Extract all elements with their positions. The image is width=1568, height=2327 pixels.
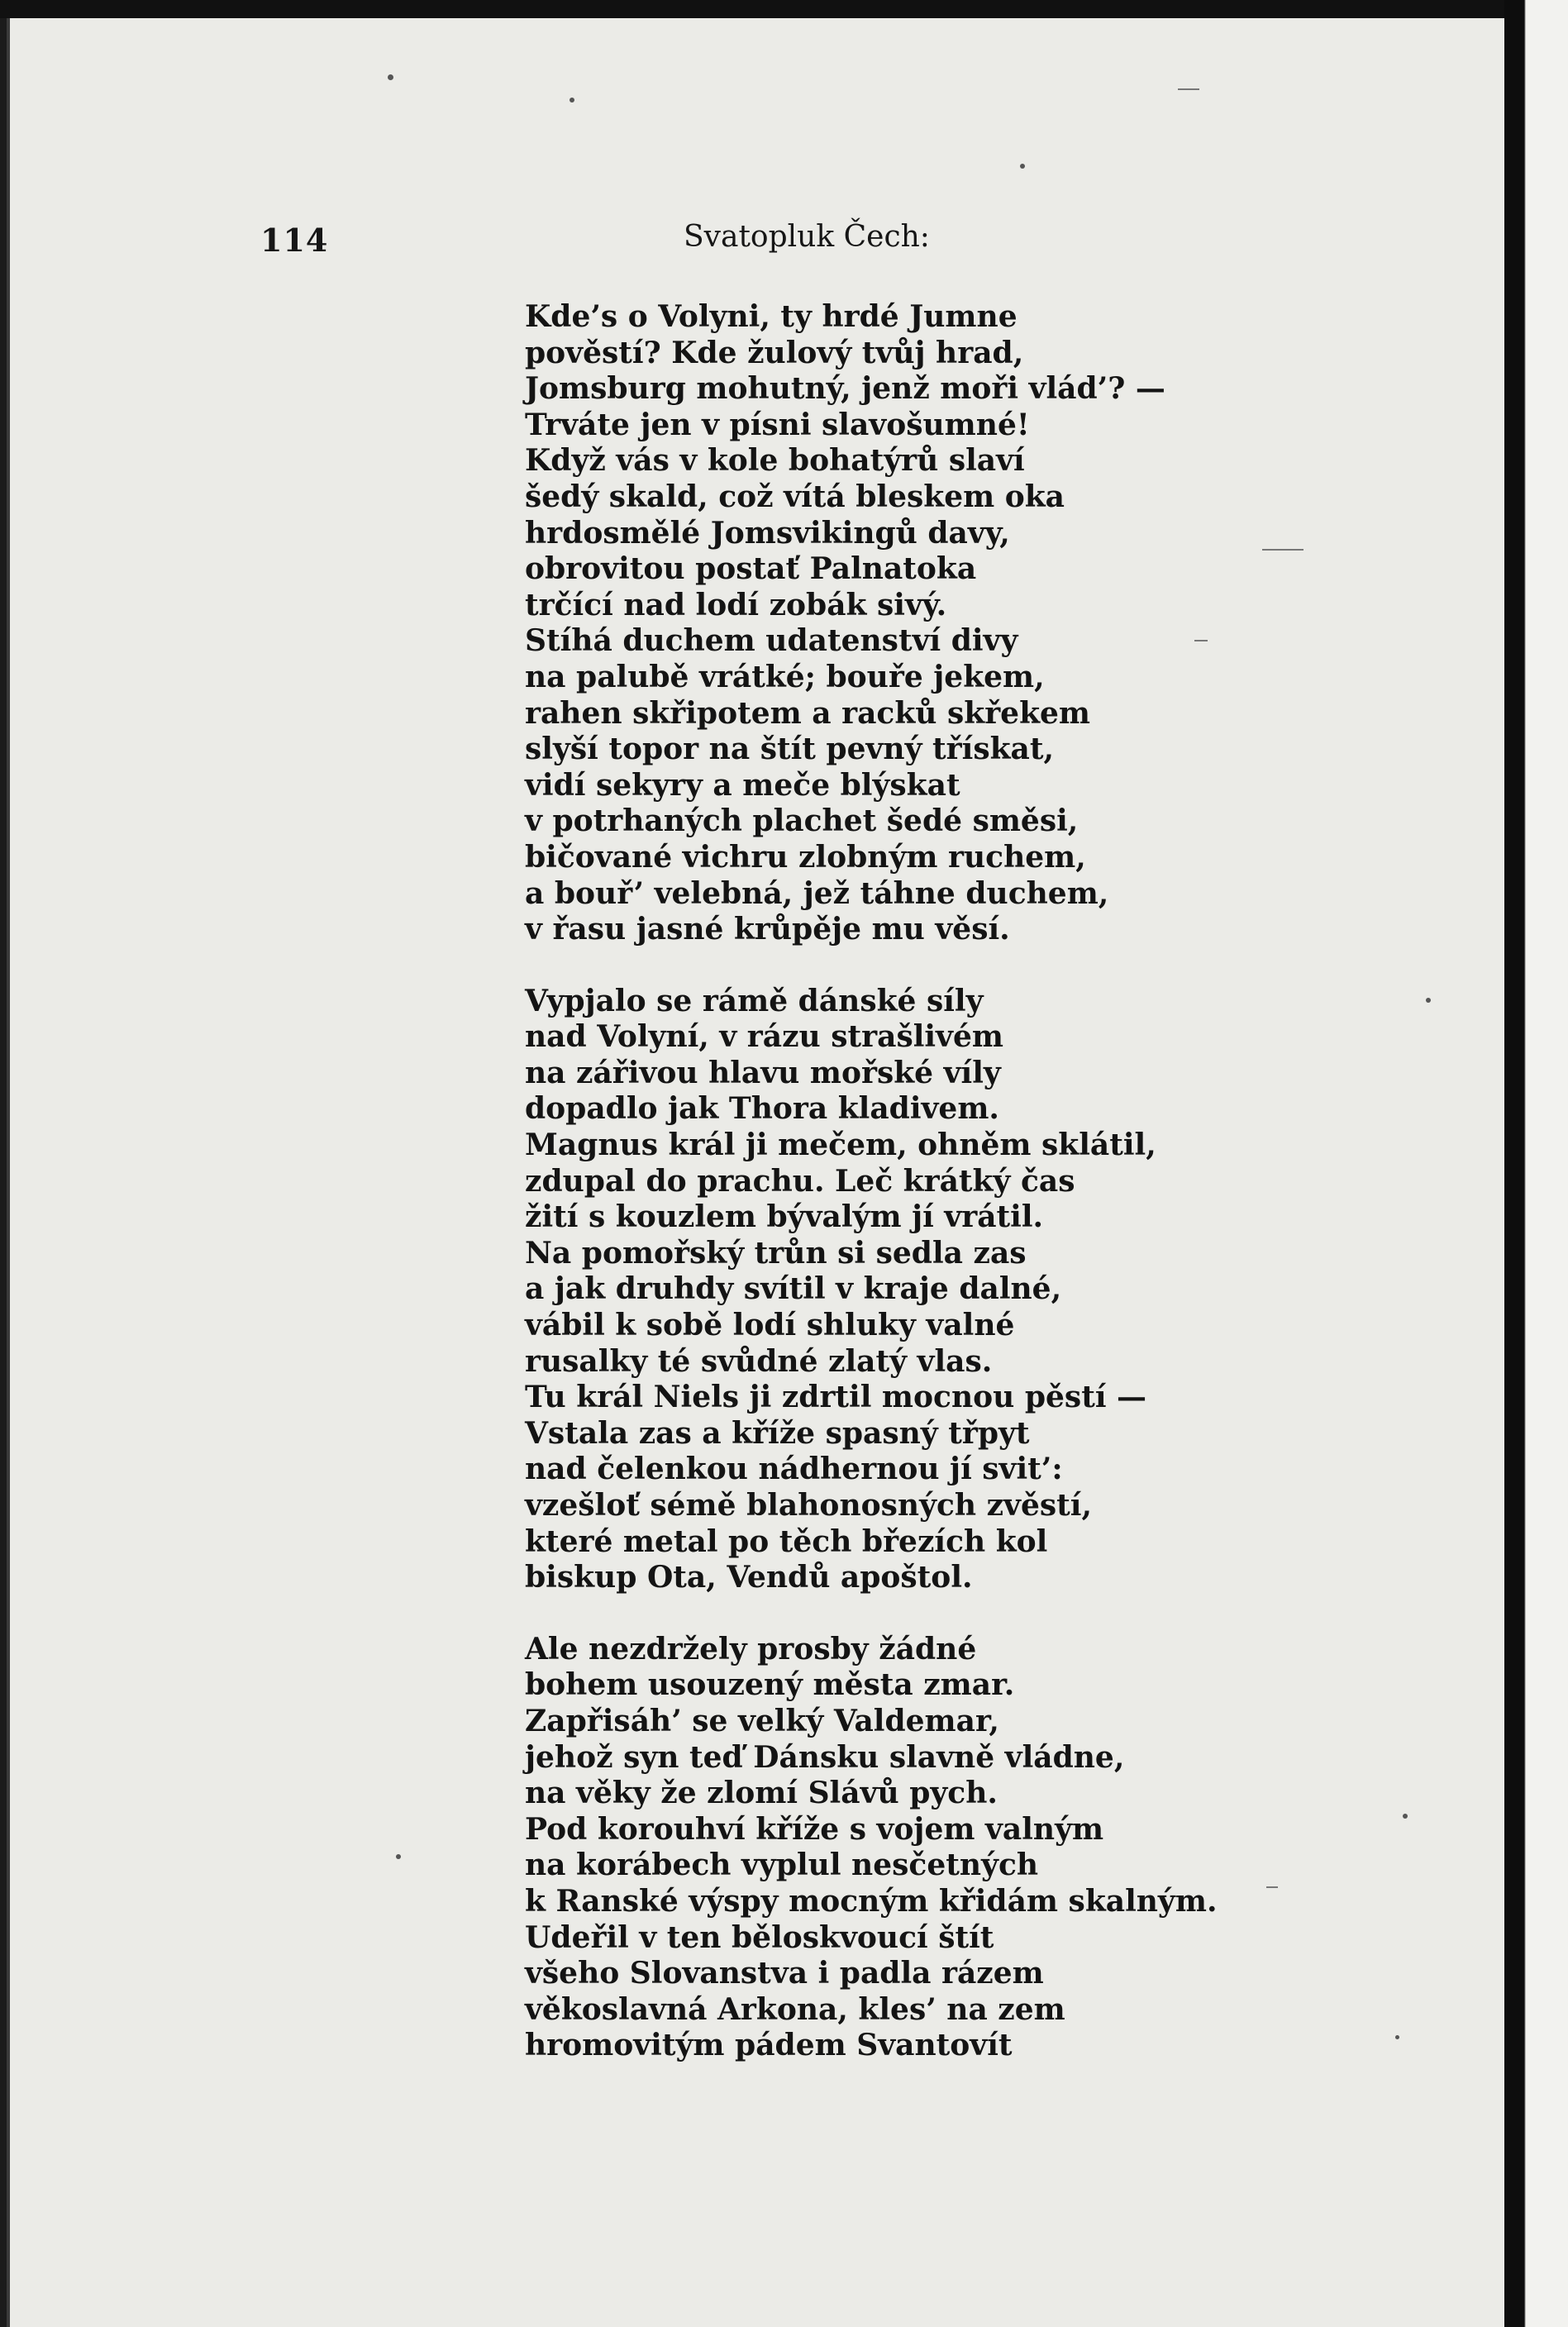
poem-line: šedý skald, což vítá bleskem oka (525, 479, 1065, 514)
poem-line: bohem usouzený města zmar. (525, 1667, 1015, 1703)
poem-line: na zářivou hlavu mořské víly (525, 1055, 1001, 1090)
scan-mark (1266, 1886, 1278, 1888)
poem-line: k Ranské výspy mocným křidám skalným. (525, 1883, 1218, 1919)
poem-line: Udeřil v ten běloskvoucí štít (525, 1919, 994, 1955)
stanza (525, 984, 1451, 1596)
poem-line: Trváte jen v písni slavošumné! (525, 407, 1030, 442)
poem-line: rusalky té svůdné zlatý vlas. (525, 1343, 993, 1379)
scan-mark (1262, 549, 1303, 551)
poem-line: bičované vichru zlobným ruchem, (525, 839, 1086, 875)
poem-line: Tu král Niels ji zdrtil mocnou pěstí — (525, 1380, 1147, 1415)
poem-line: a bouř’ velebná, jež táhne duchem, (525, 875, 1109, 911)
poem-line: věkoslavná Arkona, kles’ na zem (525, 1991, 1065, 2027)
scan-top-edge (0, 0, 1568, 18)
running-head: Svatopluk Čech: (684, 220, 930, 254)
poem-line: nad čelenkou nádhernou jí svit’: (525, 1452, 1063, 1487)
poem-line: Kde’s o Volyni, ty hrdé Jumne (525, 299, 1018, 334)
facing-page-edge (1504, 0, 1568, 2327)
poem-line: vidí sekyry a meče blýskat (525, 767, 960, 803)
scan-speck (1403, 1814, 1408, 1819)
scan-speck (1426, 998, 1431, 1003)
poem-line: hromovitým pádem Svantovít (525, 2028, 1013, 2063)
poem-line: nad Volyní, v rázu strašlivém (525, 1019, 1003, 1055)
poem-line: vábil k sobě lodí shluky valné (525, 1308, 1015, 1343)
poem-line: Ale nezdržely prosby žádné (525, 1631, 977, 1667)
poem-line: Jomsburg mohutný, jenž moři vlád’? — (525, 371, 1165, 407)
poem-line: trčící nad lodí zobák sivý. (525, 587, 947, 622)
poem-line: Vypjalo se rámě dánské síly (525, 983, 984, 1018)
scan-speck (1395, 2035, 1399, 2039)
scan-mark (1194, 640, 1208, 641)
poem-line: na palubě vrátké; bouře jekem, (525, 659, 1045, 694)
poem-line: všeho Slovanstva i padla rázem (525, 1956, 1044, 1991)
scan-speck (1020, 164, 1025, 169)
poem-line: zdupal do prachu. Leč krátký čas (525, 1163, 1075, 1199)
poem-line: žití s kouzlem bývalým jí vrátil. (525, 1199, 1044, 1235)
poem-line: vzešloť sémě blahonosných zvěstí, (525, 1488, 1092, 1523)
poem-line: obrovitou postať Palnatoka (525, 551, 977, 587)
poem-line: které metal po těch březích kol (525, 1524, 1048, 1559)
poem-line: dopadlo jak Thora kladivem. (525, 1091, 999, 1127)
poem-line: jehož syn teď Dánsku slavně vládne, (525, 1739, 1125, 1775)
poem-line: Zapřisáh’ se velký Valdemar, (525, 1703, 999, 1738)
poem-line: Když vás v kole bohatýrů slaví (525, 443, 1025, 479)
poem-line: Vstala zas a kříže spasný třpyt (525, 1415, 1030, 1451)
poem-line: Pod korouhví kříže s vojem valným (525, 1811, 1104, 1847)
scan-mark (1178, 88, 1199, 90)
poem-line: Na pomořský trůn si sedla zas (525, 1235, 1027, 1271)
scan-speck (570, 98, 574, 103)
poem-line: a jak druhdy svítil v kraje dalné, (525, 1271, 1062, 1307)
scan-speck (396, 1854, 401, 1859)
poem-line: slyší topor na štít pevný třískat, (525, 732, 1055, 767)
poem-line: v řasu jasné krůpěje mu věsí. (525, 912, 1010, 947)
poem-line: hrdosmělé Jomsvikingů davy, (525, 515, 1010, 551)
page-number: 114 (260, 222, 329, 259)
poem-line: rahen skřipotem a racků skřekem (525, 695, 1091, 731)
poem-line: na korábech vyplul nesčetných (525, 1848, 1039, 1883)
poem-line: pověstí? Kde žulový tvůj hrad, (525, 335, 1024, 370)
book-page (7, 18, 1504, 2327)
poem-body (525, 299, 1451, 2064)
stanza (525, 299, 1451, 948)
scan-speck (388, 74, 393, 80)
poem-line: biskup Ota, Vendů apoštol. (525, 1560, 973, 1595)
stanza (525, 1632, 1451, 2064)
poem-line: Stíhá duchem udatenství divy (525, 623, 1018, 659)
poem-line: v potrhaných plachet šedé směsi, (525, 803, 1079, 839)
poem-line: Magnus král ji mečem, ohněm sklátil, (525, 1128, 1156, 1163)
poem-line: na věky že zlomí Slávů pych. (525, 1776, 998, 1811)
